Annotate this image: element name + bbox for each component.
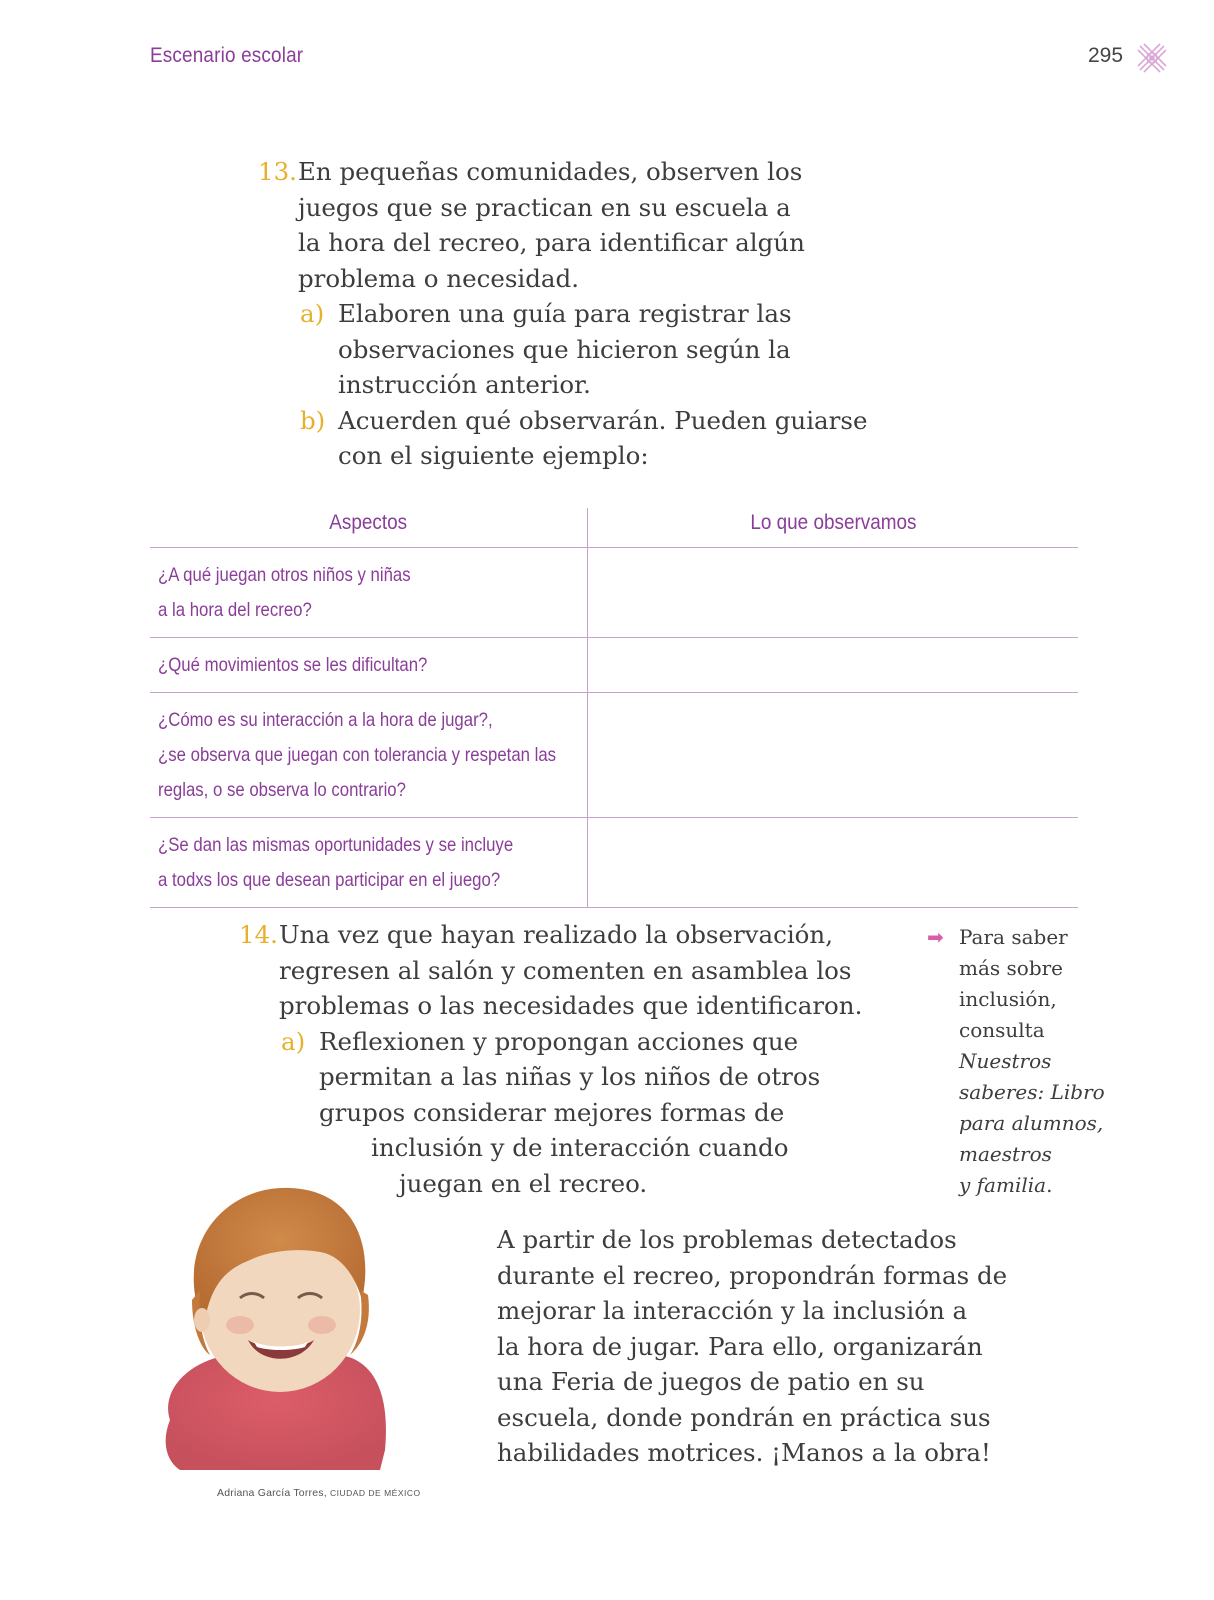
table-cell-aspect: ¿Se dan las mismas oportunidades y se incluye a todxs los que desean participar en el juego?: [150, 818, 588, 907]
ornament-icon: [1134, 40, 1170, 76]
table-cell-aspect: ¿Cómo es su interacción a la hora de jugar?, ¿se observa que juegan con tolerancia y respetan las reglas, o se observa lo contrario?: [150, 693, 588, 817]
section-title: Escenario escolar: [150, 44, 304, 67]
activity-text: En pequeñas comunidades, observen los juegos que se practican en su escuela a la hora del recreo, para identificar algún problema o necesidad.: [298, 157, 805, 293]
subitem-a: a) Elaboren una guía para registrar las observaciones que hicieron según la instrucción anterior.: [338, 296, 898, 403]
illustration-credit: Adriana García Torres, CIUDAD DE MÉXICO: [217, 1487, 421, 1499]
observation-table: [150, 508, 1078, 908]
table-cell-answer[interactable]: [588, 693, 1078, 817]
subitem-letter: a): [300, 299, 325, 328]
table-row: [150, 548, 1078, 638]
subitem-letter: b): [300, 405, 326, 435]
table-cell-answer[interactable]: [588, 548, 1078, 637]
subitem-a: a) Reflexionen y propongan acciones que permitan a las niñas y los niños de otros grupos considerar mejores formas de inclusión y de interacción cuando juegan en el recreo.: [319, 1024, 879, 1202]
table-row: [150, 818, 1078, 908]
table-header-row: [150, 508, 1078, 548]
activity-13: [258, 154, 898, 474]
table-header-observations: Lo que observamos: [749, 510, 917, 534]
page-number: 295: [1088, 44, 1124, 67]
table-row: [150, 693, 1078, 818]
activity-text: Una vez que hayan realizado la observación, regresen al salón y comenten en asamblea los problemas o las necesidades que identificaron.: [279, 920, 863, 1020]
side-note: ➡ Para saber más sobre inclusión, consulta Nuestros saberes: Libro para alumnos, maestros y familia.: [959, 922, 1149, 1201]
table-header-aspects: Aspectos: [150, 508, 588, 547]
table-cell-aspect: ¿A qué juegan otros niños y niñas a la hora del recreo?: [150, 548, 588, 637]
table-cell-aspect: ¿Qué movimientos se les dificultan?: [150, 638, 588, 692]
subitem-letter: a): [281, 1026, 306, 1056]
closing-paragraph: A partir de los problemas detectados durante el recreo, propondrán formas de mejorar la interacción y la inclusión a la hora de jugar. Para ello, organizarán una Feria de juegos de patio en su escuela, donde pondrán en práctica sus habilidades motrices. ¡Manos a la obra!: [497, 1225, 1008, 1467]
table-cell-answer[interactable]: [588, 818, 1078, 907]
child-illustration: [150, 1180, 410, 1480]
activity-number: 14.: [239, 920, 278, 949]
arrow-right-icon: ➡: [927, 925, 944, 949]
activity-14: [239, 917, 879, 1201]
table-row: [150, 638, 1078, 693]
subitem-b: b) Acuerden qué observarán. Pueden guiarse con el siguiente ejemplo:: [338, 403, 898, 474]
activity-number: 13.: [258, 157, 297, 186]
table-cell-answer[interactable]: [588, 638, 1078, 692]
